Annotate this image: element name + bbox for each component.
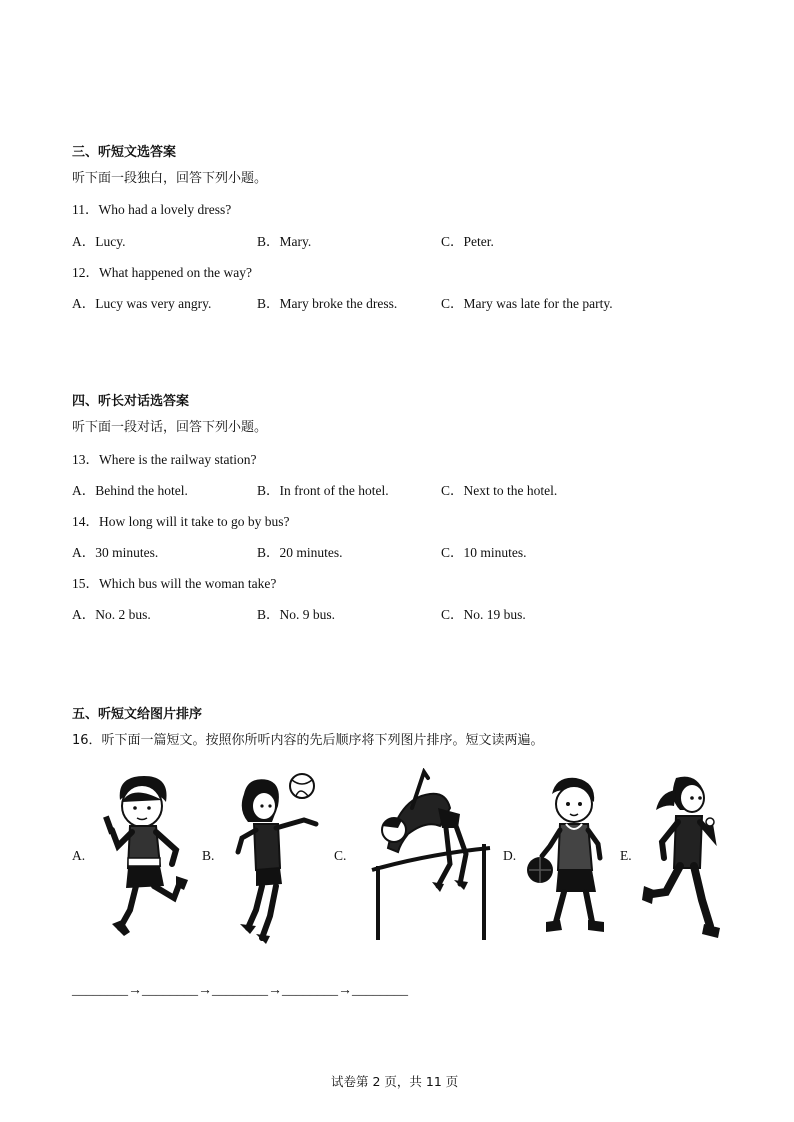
question-14-option-c: C．10 minutes. [441, 545, 527, 560]
question-11-stem: 11．Who had a lovely dress? [72, 202, 232, 217]
question-11-option-b: B．Mary. [257, 234, 312, 249]
section-3-heading: 三、听短文选答案 [72, 145, 177, 160]
picture-c-label: C. [334, 848, 347, 863]
picture-a-label: A. [72, 848, 86, 863]
volleyball-player-icon [226, 766, 322, 950]
question-15-option-c: C．No. 19 bus. [441, 607, 526, 622]
section-3-instruction: 听下面一段独白，回答下列小题。 [72, 171, 268, 186]
question-12-option-b: B．Mary broke the dress. [257, 296, 398, 311]
question-13-option-a: A．Behind the hotel. [72, 483, 188, 498]
question-11-option-a: A．Lucy. [72, 234, 126, 249]
picture-d-label: D. [503, 848, 517, 863]
question-14-option-a: A．30 minutes. [72, 545, 159, 560]
picture-e-label: E. [620, 848, 632, 863]
section-4-instruction: 听下面一段对话，回答下列小题。 [72, 420, 268, 435]
question-12-option-c: C．Mary was late for the party. [441, 296, 613, 311]
high-jumper-icon [368, 768, 494, 946]
question-13-option-c: C．Next to the hotel. [441, 483, 558, 498]
question-15-option-a: A．No. 2 bus. [72, 607, 151, 622]
picture-b-label: B. [202, 848, 215, 863]
question-15-stem: 15．Which bus will the woman take? [72, 576, 277, 591]
question-15-option-b: B．No. 9 bus. [257, 607, 336, 622]
ordering-answer-line[interactable]: ________→________→________→________→________ [72, 983, 408, 998]
question-11-option-c: C．Peter. [441, 234, 494, 249]
basketball-player-icon [526, 774, 610, 940]
page-footer: 试卷第 2 页，共 11 页 [331, 1074, 459, 1089]
question-13-option-b: B．In front of the hotel. [257, 483, 389, 498]
question-14-option-b: B．20 minutes. [257, 545, 343, 560]
question-14-stem: 14．How long will it take to go by bus? [72, 514, 290, 529]
section-4-heading: 四、听长对话选答案 [72, 394, 190, 409]
question-16-stem: 16．听下面一篇短文。按照你所听内容的先后顺序将下列图片排序。短文读两遍。 [72, 733, 544, 748]
relay-runner-icon [92, 770, 192, 948]
section-5-heading: 五、听短文给图片排序 [72, 707, 203, 722]
question-13-stem: 13．Where is the railway station? [72, 452, 257, 467]
runner-icon [640, 770, 724, 942]
question-12-option-a: A．Lucy was very angry. [72, 296, 212, 311]
question-12-stem: 12．What happened on the way? [72, 265, 252, 280]
